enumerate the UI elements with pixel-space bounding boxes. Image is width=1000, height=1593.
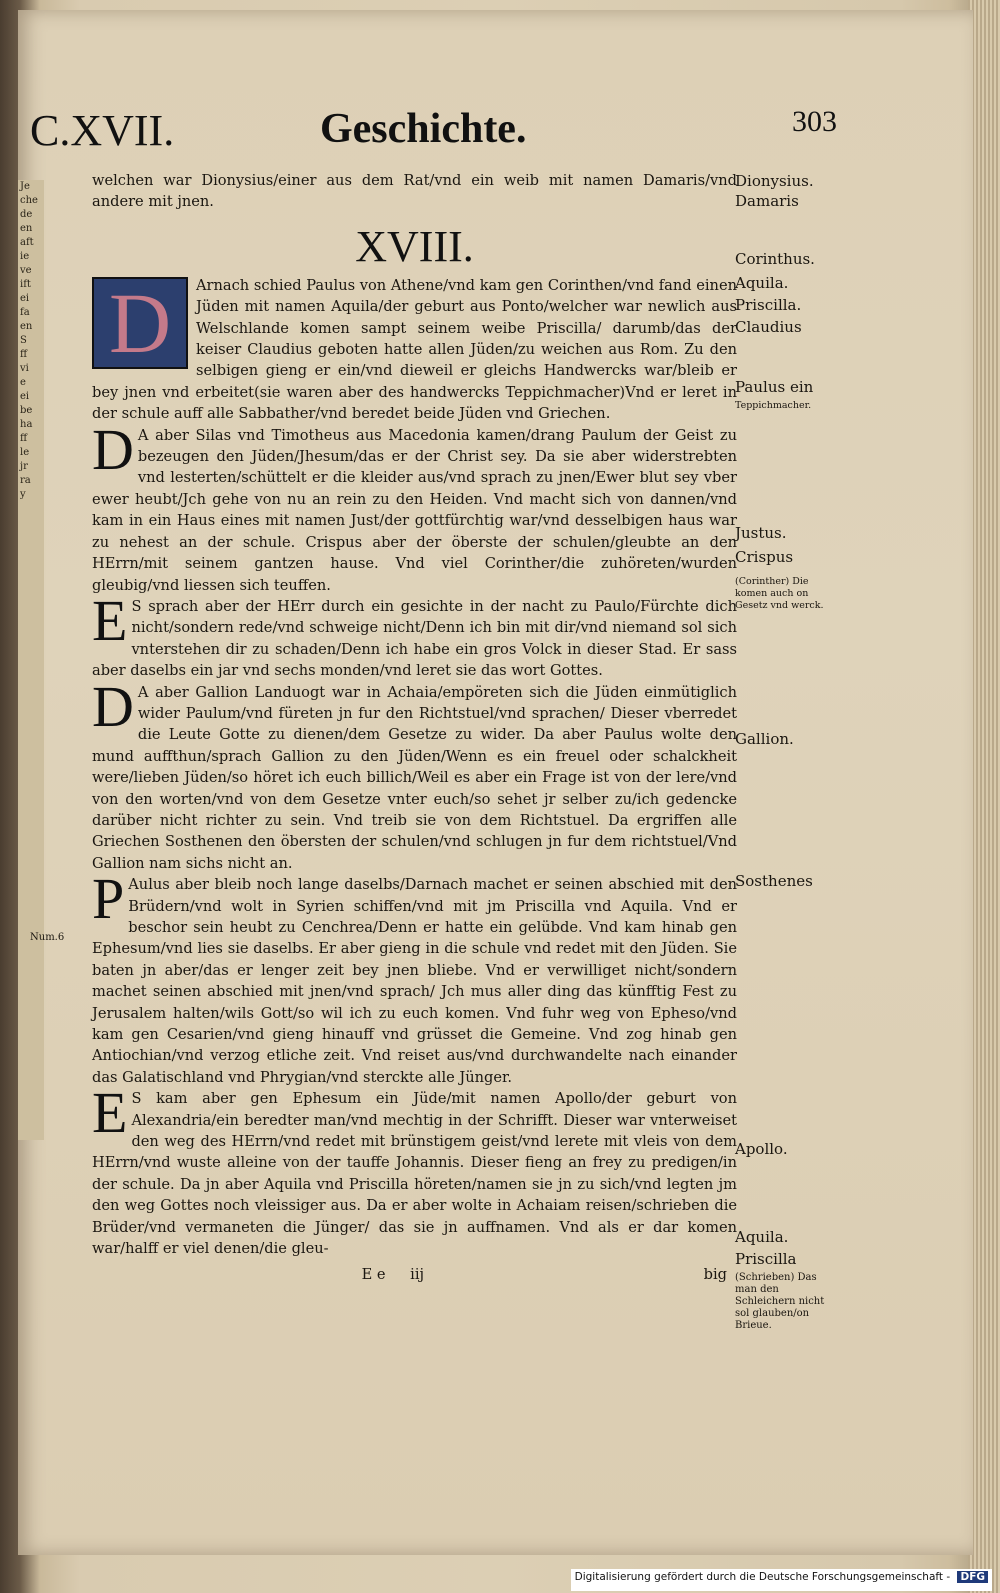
margin-note: Crispus [735, 548, 794, 566]
margin-note: Corinthus. [735, 250, 815, 268]
margin-note: Aquila. [735, 1228, 789, 1246]
initial-letter: P [92, 866, 125, 932]
signature-line [92, 1264, 737, 1285]
facing-page-fragment: ra [20, 475, 31, 486]
margin-note: Priscilla. [735, 296, 802, 314]
margin-note: Damaris [735, 192, 799, 210]
facing-page-strip [18, 180, 44, 1140]
footer-text: Digitalisierung gefördert durch die Deutsche Forschungsgemeinschaft - [574, 1571, 951, 1583]
facing-page-fragment: S [20, 335, 27, 346]
folio-number: 303 [792, 105, 837, 138]
paragraph [92, 587, 737, 682]
paragraph-text: S sprach aber der HErr durch ein gesichte in der nacht zu Paulo/Fürchte dich nicht/sondern rede/vnd schweige nicht/Denn ich bin mit dir/vnd niemand sol sich vnterstehen dir zu schaden/Denn ich habe ein gros Volck in dieser Stad. Er sass aber daselbs ein jar vnd sechs monden/vnd leret sie das wort Gottes. [92, 597, 737, 680]
facing-page-fragment: ha [20, 419, 33, 430]
margin-note: Claudius [735, 318, 802, 336]
running-head [30, 105, 850, 165]
catchword: big [703, 1265, 727, 1283]
facing-page-fragment: en [20, 321, 33, 332]
paragraph [92, 1080, 737, 1259]
paragraph [92, 416, 737, 596]
paragraph-text: A aber Gallion Landuogt war in Achaia/empöreten sich die Jüden einmütiglich wider Paulum/vnd füreten jn fur den Richtstuel/vnd sprachen/ Dieser vberredet die Leute Gotte zu dienen/dem Gesetze zu wider. Da aber Paulus wolte den mund auffthun/sprach Gallion zu den Jüden/Wenn es ein freuel oder schalckheit were/lieben Jüden/so höret ich euch billich/Weil es aber ein Frage ist von der lere/vnd von den worten/vnd von dem Gesetze vnter euch/so sehet jr selber zu/ich gedencke darüber nicht richter zu sein. Vnd treib sie von dem Richtstuel. Da ergriffen alle Griechen Sosthenen den öbersten der schulen/vnd schlugen jn fur dem richtstuel/Vnd Gallion nam sichs nicht an. [92, 683, 737, 872]
paragraph-text: Aulus aber bleib noch lange daselbs/Darnach machet er seinen abschied mit den Brüdern/vnd wolt in Syrien schiffen/vnd mit jm Priscilla vnd Aquila. Vnd er beschor sein heubt zu Cenchrea/Denn er hatte ein gelübde. Vnd kam hinab gen Ephesum/vnd lies sie daselbs. Er aber gieng in die schule vnd redet mit den Jüden. Sie baten jn aber/das er lenger zeit bey jnen bliebe. Vnd er verwilliget nicht/sondern machet seinen abschied mit jnen/vnd sprach/ Jch mus aller ding das künfftig Fest zu Jerusalem halten/wils Gott/so wil ich zu euch komen. Vnd fuhr weg von Epheso/vnd kam gen Cesarien/vnd gieng hinauff vnd grüsset die Gemeine. Vnd zog hinab gen Antiochian/vnd verzog etliche zeit. Vnd reiset aus/vnd durchwandelte nach einander das Galatischland vnd Phrygian/vnd sterckte alle Jünger. [92, 876, 737, 1086]
margin-note: Apollo. [735, 1140, 788, 1158]
paragraph-text: S kam aber gen Ephesum ein Jüde/mit namen Apollo/der geburt von Alexandria/ein beredter man/vnd mechtig in der Schrifft. Dieser war vnterweiset den weg des HErrn/vnd redet mit brünstigem geist/vnd lerete mit vleis von dem HErrn/vnd wuste alleine von der tauffe Johannis. Dieser fieng an frey zu predigen/in der schule. Da jn aber Aquila vnd Priscilla höreten/namen sie jn zu sich/vnd legten jm den weg Gottes noch vleissiger aus. Da er aber wolte in Achaiam reisen/schrieben die Brüder/vnd vermaneten die Jünger/ das sie jn auffnamen. Vnd als er dar komen war/halff er viel denen/die gleu- [92, 1090, 737, 1258]
margin-note: Gallion. [735, 730, 794, 748]
paragraph-text: A aber Silas vnd Timotheus aus Macedonia kamen/drang Paulum der Geist zu bezeugen den Jüden/Jhesum/das er der Christ sey. Da sie aber widerstrebten vnd lesterten/schüttelt er die kleider aus/vnd sprach zu jnen/Ewer blut sey vber ewer heubt/Jch gehe von nu an rein zu den Heiden. Vnd macht sich von dannen/vnd kam in ein Haus eines mit namen Just/der gottfürchtig war/vnd desselbigen haus war zu nehest an der schule. Crispus aber der öberste der schulen/gleubte an den HErrn/mit seinem gantzen hause. Vnd viel Corinther/die zuhöreten/wurden gleubig/vnd liessen sich teuffen. [92, 426, 737, 594]
paragraph [92, 866, 737, 1088]
running-head-title: Geschichte. [320, 106, 527, 152]
facing-page-fragment: ff [20, 349, 28, 360]
facing-page-fragment: aft [20, 237, 34, 248]
facing-page-fragment: e [20, 377, 26, 388]
margin-note: Sosthenes [735, 872, 813, 890]
margin-note: (Corinther) Die komen auch on Gesetz vnd werck. [735, 576, 824, 611]
dfg-logo: DFG [957, 1571, 988, 1583]
facing-page-fragment: de [20, 209, 33, 220]
signature-number: iij [410, 1265, 425, 1283]
margin-note: Aquila. [735, 274, 789, 292]
facing-page-fragment: ie [20, 251, 30, 262]
margin-note: Justus. [735, 524, 787, 542]
decorated-initial: D [92, 277, 188, 369]
facing-page-fragment: fa [20, 307, 30, 318]
paragraph [92, 673, 737, 875]
left-margin-note: Num.6 [30, 932, 65, 943]
facing-page-fragment: en [20, 223, 33, 234]
paragraph [92, 275, 737, 425]
initial-letter: D [92, 673, 134, 739]
margin-note: Paulus ein [735, 378, 814, 396]
initial-letter: E [92, 587, 128, 653]
initial-letter: D [92, 416, 134, 482]
margin-note: Teppichmacher. [735, 400, 812, 411]
margin-note: (Schrieben) Das man den Schleichern nicht sol glauben/on Brieue. [735, 1272, 825, 1331]
chapter-number: XVIII. [355, 221, 474, 271]
facing-page-fragment: vi [20, 363, 29, 374]
facing-page-fragment: jr [20, 461, 28, 472]
opening-lines: welchen war Dionysius/einer aus dem Rat/vnd ein weib mit namen Damaris/vnd andere mit jnen. [92, 172, 737, 211]
facing-page-fragment: che [20, 195, 38, 206]
facing-page-fragment: ff [20, 433, 28, 444]
signature-mark: E e [361, 1265, 386, 1283]
facing-page-fragment: y [20, 489, 26, 500]
margin-note: Dionysius. [735, 172, 814, 190]
facing-page-fragment: Je [20, 181, 30, 192]
initial-letter: E [92, 1080, 128, 1146]
running-head-chapter: C.XVII. [30, 106, 175, 155]
margin-note: Priscilla [735, 1250, 797, 1268]
main-text-column [92, 170, 737, 1285]
footer-credit [571, 1569, 992, 1591]
facing-page-fragment: ei [20, 391, 30, 402]
facing-page-fragment: ei [20, 293, 30, 304]
facing-page-fragment: ift [20, 279, 31, 290]
facing-page-fragment: le [20, 447, 30, 458]
paragraph-text: Arnach schied Paulus von Athene/vnd kam gen Corinthen/vnd fand einen Jüden mit namen Aquila/der geburt aus Ponto/welcher war newlich aus Welschlande komen sampt seinem weibe Priscilla/ darumb/das der keiser Claudius geboten hatte allen Jüden/zu weichen aus Rom. Zu den selbigen gieng er ein/vnd dieweil er gleichs Handwercks war/bleib er bey jnen vnd erbeitet(sie waren aber des handwercks Teppichmacher)Vnd er leret in der schule auff alle Sabbather/vnd beredet beide Jüden vnd Griechen. [92, 276, 737, 423]
facing-page-fragment: ve [20, 265, 32, 276]
facing-page-fragment: be [20, 405, 33, 416]
